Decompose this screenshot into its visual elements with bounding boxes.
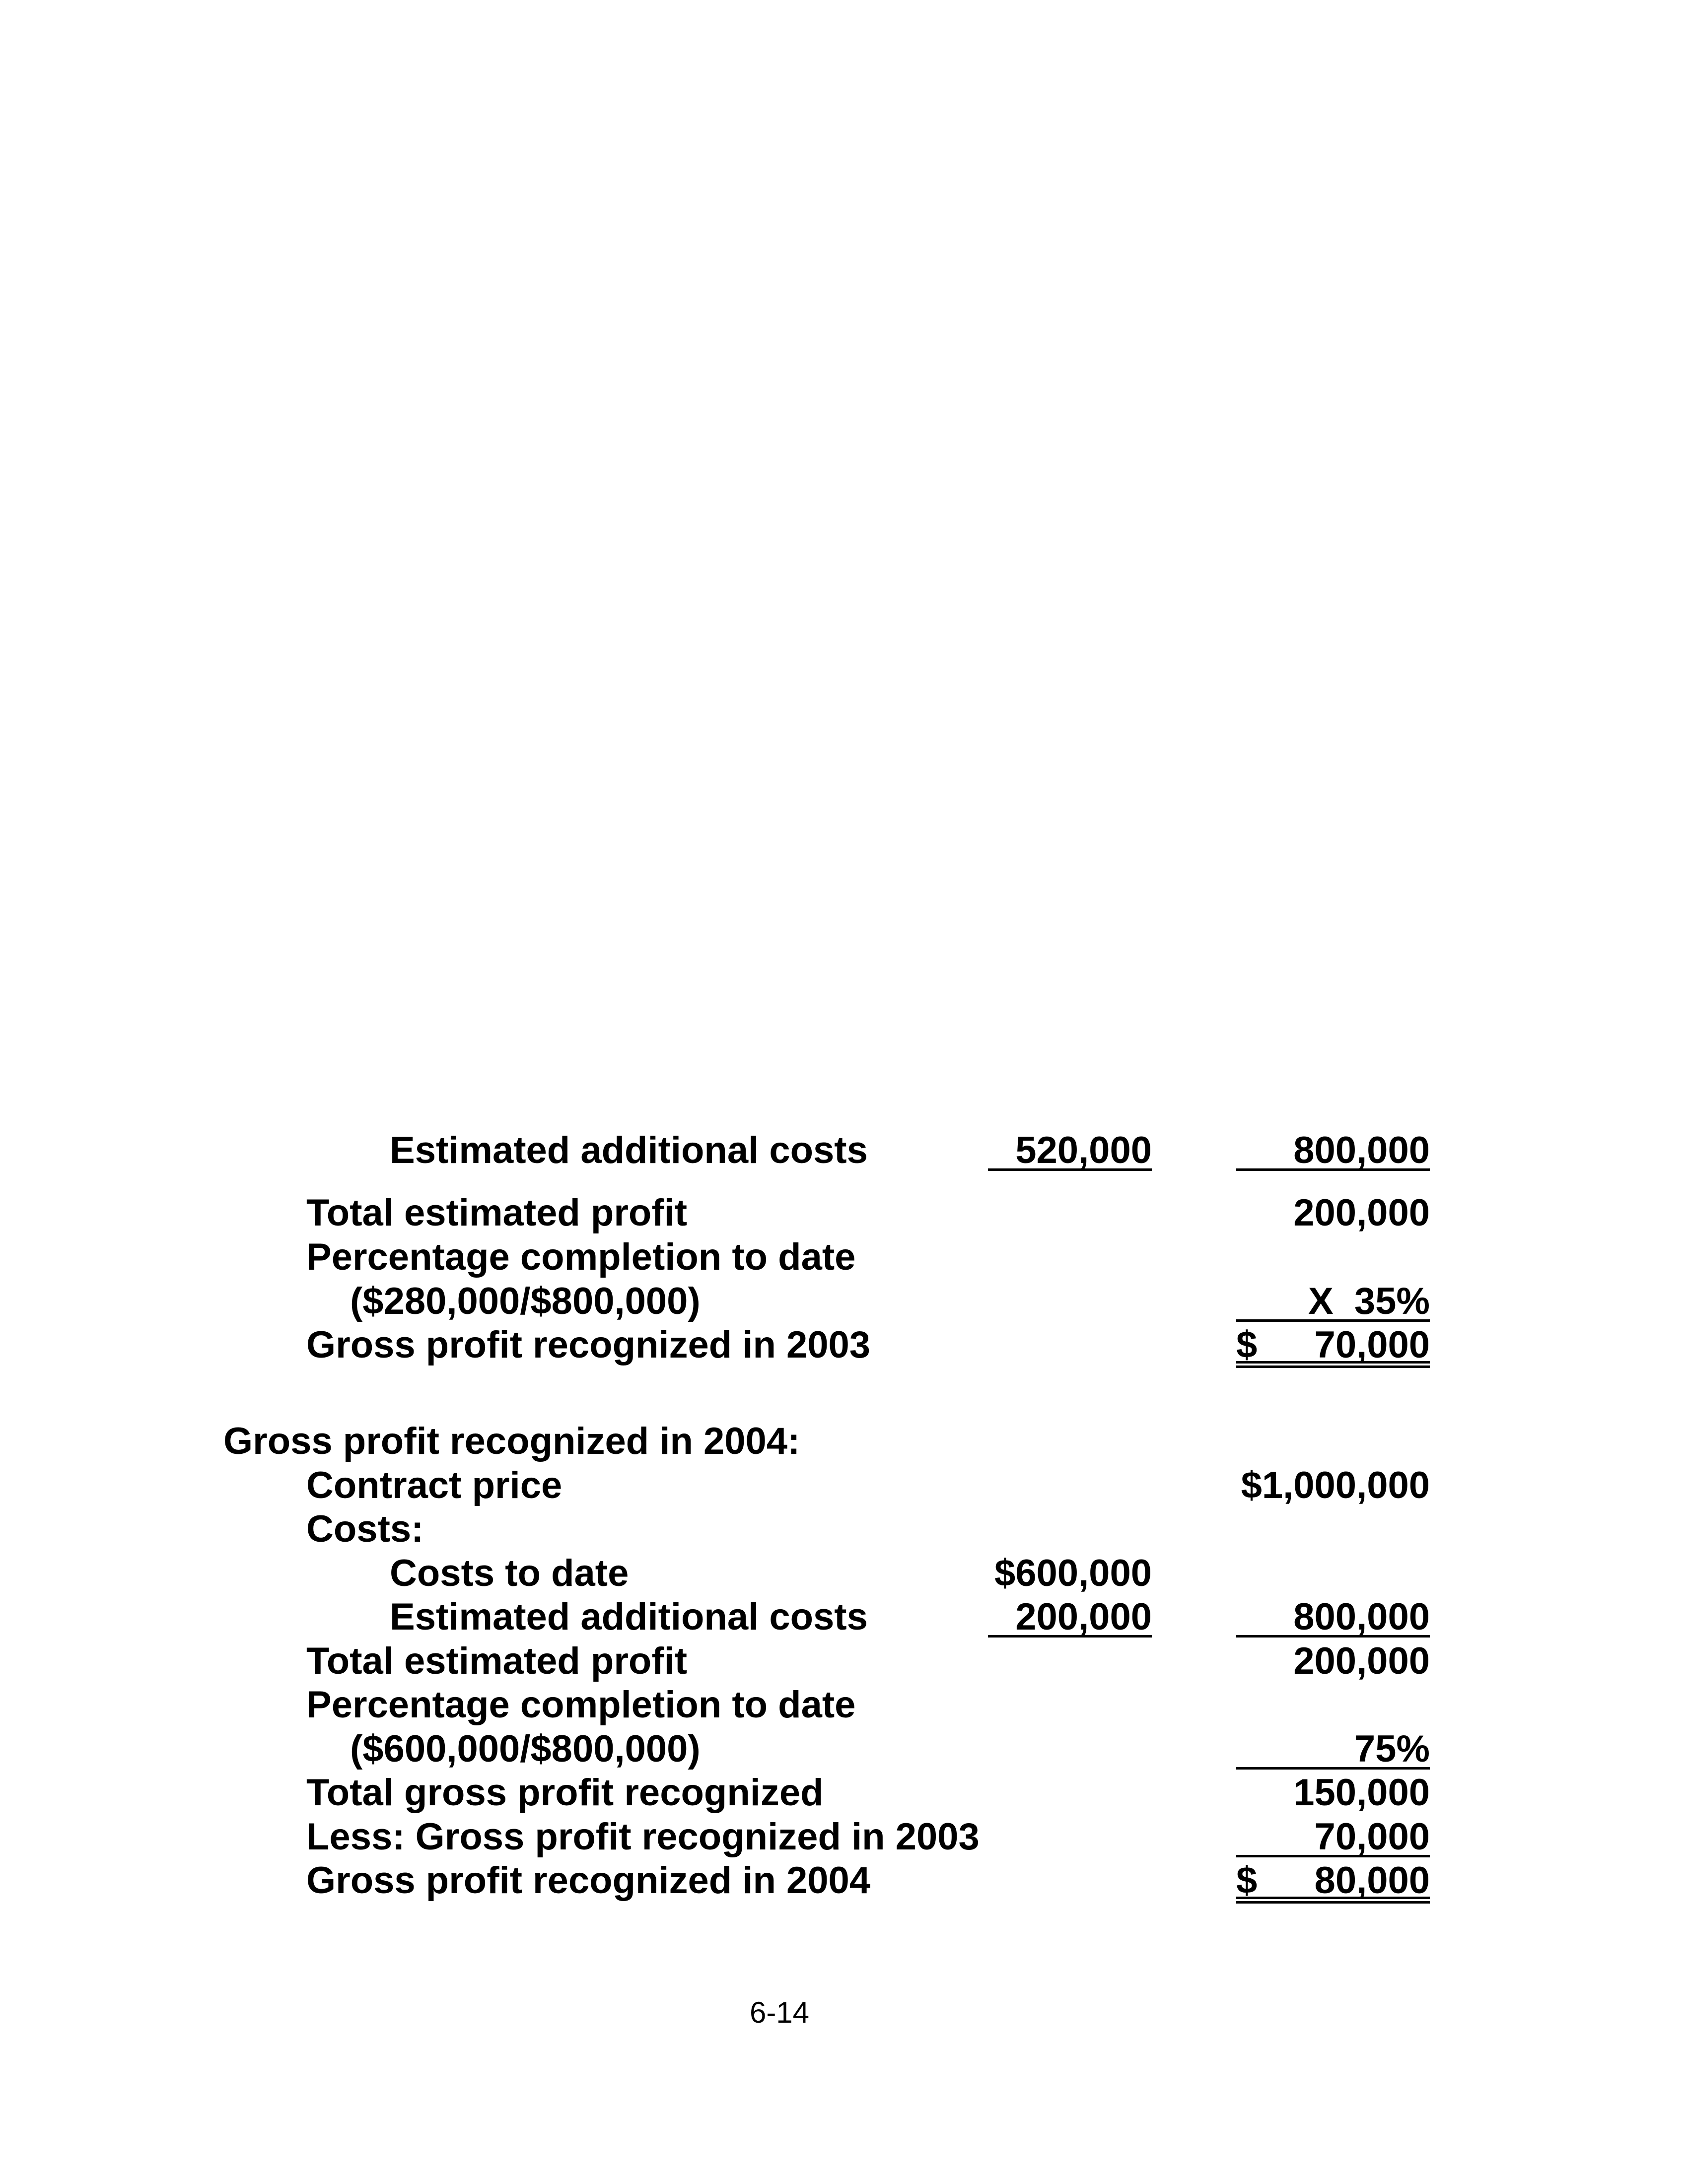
row-label: Estimated additional costs bbox=[390, 1129, 868, 1171]
section-heading-2004 bbox=[0, 1420, 1688, 1463]
amount: 80,000 bbox=[1314, 1859, 1430, 1902]
row-estimated-additional-costs bbox=[0, 1595, 1688, 1639]
row-total: 200,000 bbox=[1293, 1640, 1430, 1682]
row-costs-to-date bbox=[0, 1552, 1688, 1595]
row-costs-heading bbox=[0, 1507, 1688, 1551]
row-label: Percentage completion to date bbox=[306, 1236, 856, 1278]
row-total: 200,000 bbox=[1293, 1192, 1430, 1234]
row-subtotal: 520,000 bbox=[988, 1129, 1152, 1171]
row-contract-price bbox=[0, 1464, 1688, 1507]
row-total-estimated-profit-2003 bbox=[0, 1191, 1688, 1235]
row-percentage-calc-2003 bbox=[0, 1280, 1688, 1323]
row-gross-profit-2004 bbox=[0, 1859, 1688, 1903]
row-subtotal: 200,000 bbox=[988, 1595, 1152, 1638]
row-label: Total estimated profit bbox=[306, 1192, 688, 1234]
row-total-estimated-profit-2004 bbox=[0, 1639, 1688, 1683]
row-total bbox=[1236, 1859, 1430, 1904]
row-gross-profit-2003 bbox=[0, 1323, 1688, 1367]
row-label: Costs to date bbox=[390, 1552, 629, 1594]
row-less-prior-profit bbox=[0, 1815, 1688, 1859]
row-total: X 35% bbox=[1236, 1280, 1430, 1322]
row-label: ($280,000/$800,000) bbox=[350, 1280, 701, 1322]
row-label: Estimated additional costs bbox=[390, 1596, 868, 1638]
row-percentage-calc-2004 bbox=[0, 1727, 1688, 1771]
row-label: Costs: bbox=[306, 1508, 424, 1550]
currency-symbol: $ bbox=[1236, 1324, 1258, 1366]
row-label: Total estimated profit bbox=[306, 1640, 688, 1682]
row-percentage-label-2003 bbox=[0, 1235, 1688, 1279]
clipped-row bbox=[0, 1129, 1688, 1179]
row-total: 800,000 bbox=[1236, 1129, 1430, 1171]
row-total: 70,000 bbox=[1236, 1815, 1430, 1857]
row-total: 150,000 bbox=[1293, 1772, 1430, 1814]
row-total-gross-profit bbox=[0, 1771, 1688, 1815]
currency-symbol: $ bbox=[1236, 1859, 1258, 1902]
row-subtotal: $600,000 bbox=[994, 1552, 1152, 1594]
row-label: Total gross profit recognized bbox=[306, 1772, 824, 1814]
row-label: Less: Gross profit recognized in 2003 bbox=[306, 1816, 980, 1858]
row-total: $1,000,000 bbox=[1241, 1464, 1430, 1506]
row-total bbox=[1236, 1323, 1430, 1368]
row-total: 800,000 bbox=[1236, 1595, 1430, 1638]
row-label: Gross profit recognized in 2003 bbox=[306, 1324, 871, 1366]
section-heading: Gross profit recognized in 2004: bbox=[223, 1420, 800, 1462]
row-label: ($600,000/$800,000) bbox=[350, 1728, 701, 1770]
row-label: Percentage completion to date bbox=[306, 1684, 856, 1726]
row-percentage-label-2004 bbox=[0, 1683, 1688, 1727]
page-number: 6-14 bbox=[749, 1996, 810, 2029]
amount: 70,000 bbox=[1314, 1324, 1430, 1366]
row-label: Gross profit recognized in 2004 bbox=[306, 1859, 871, 1902]
row-total: 75% bbox=[1236, 1727, 1430, 1770]
row-label: Contract price bbox=[306, 1464, 563, 1506]
